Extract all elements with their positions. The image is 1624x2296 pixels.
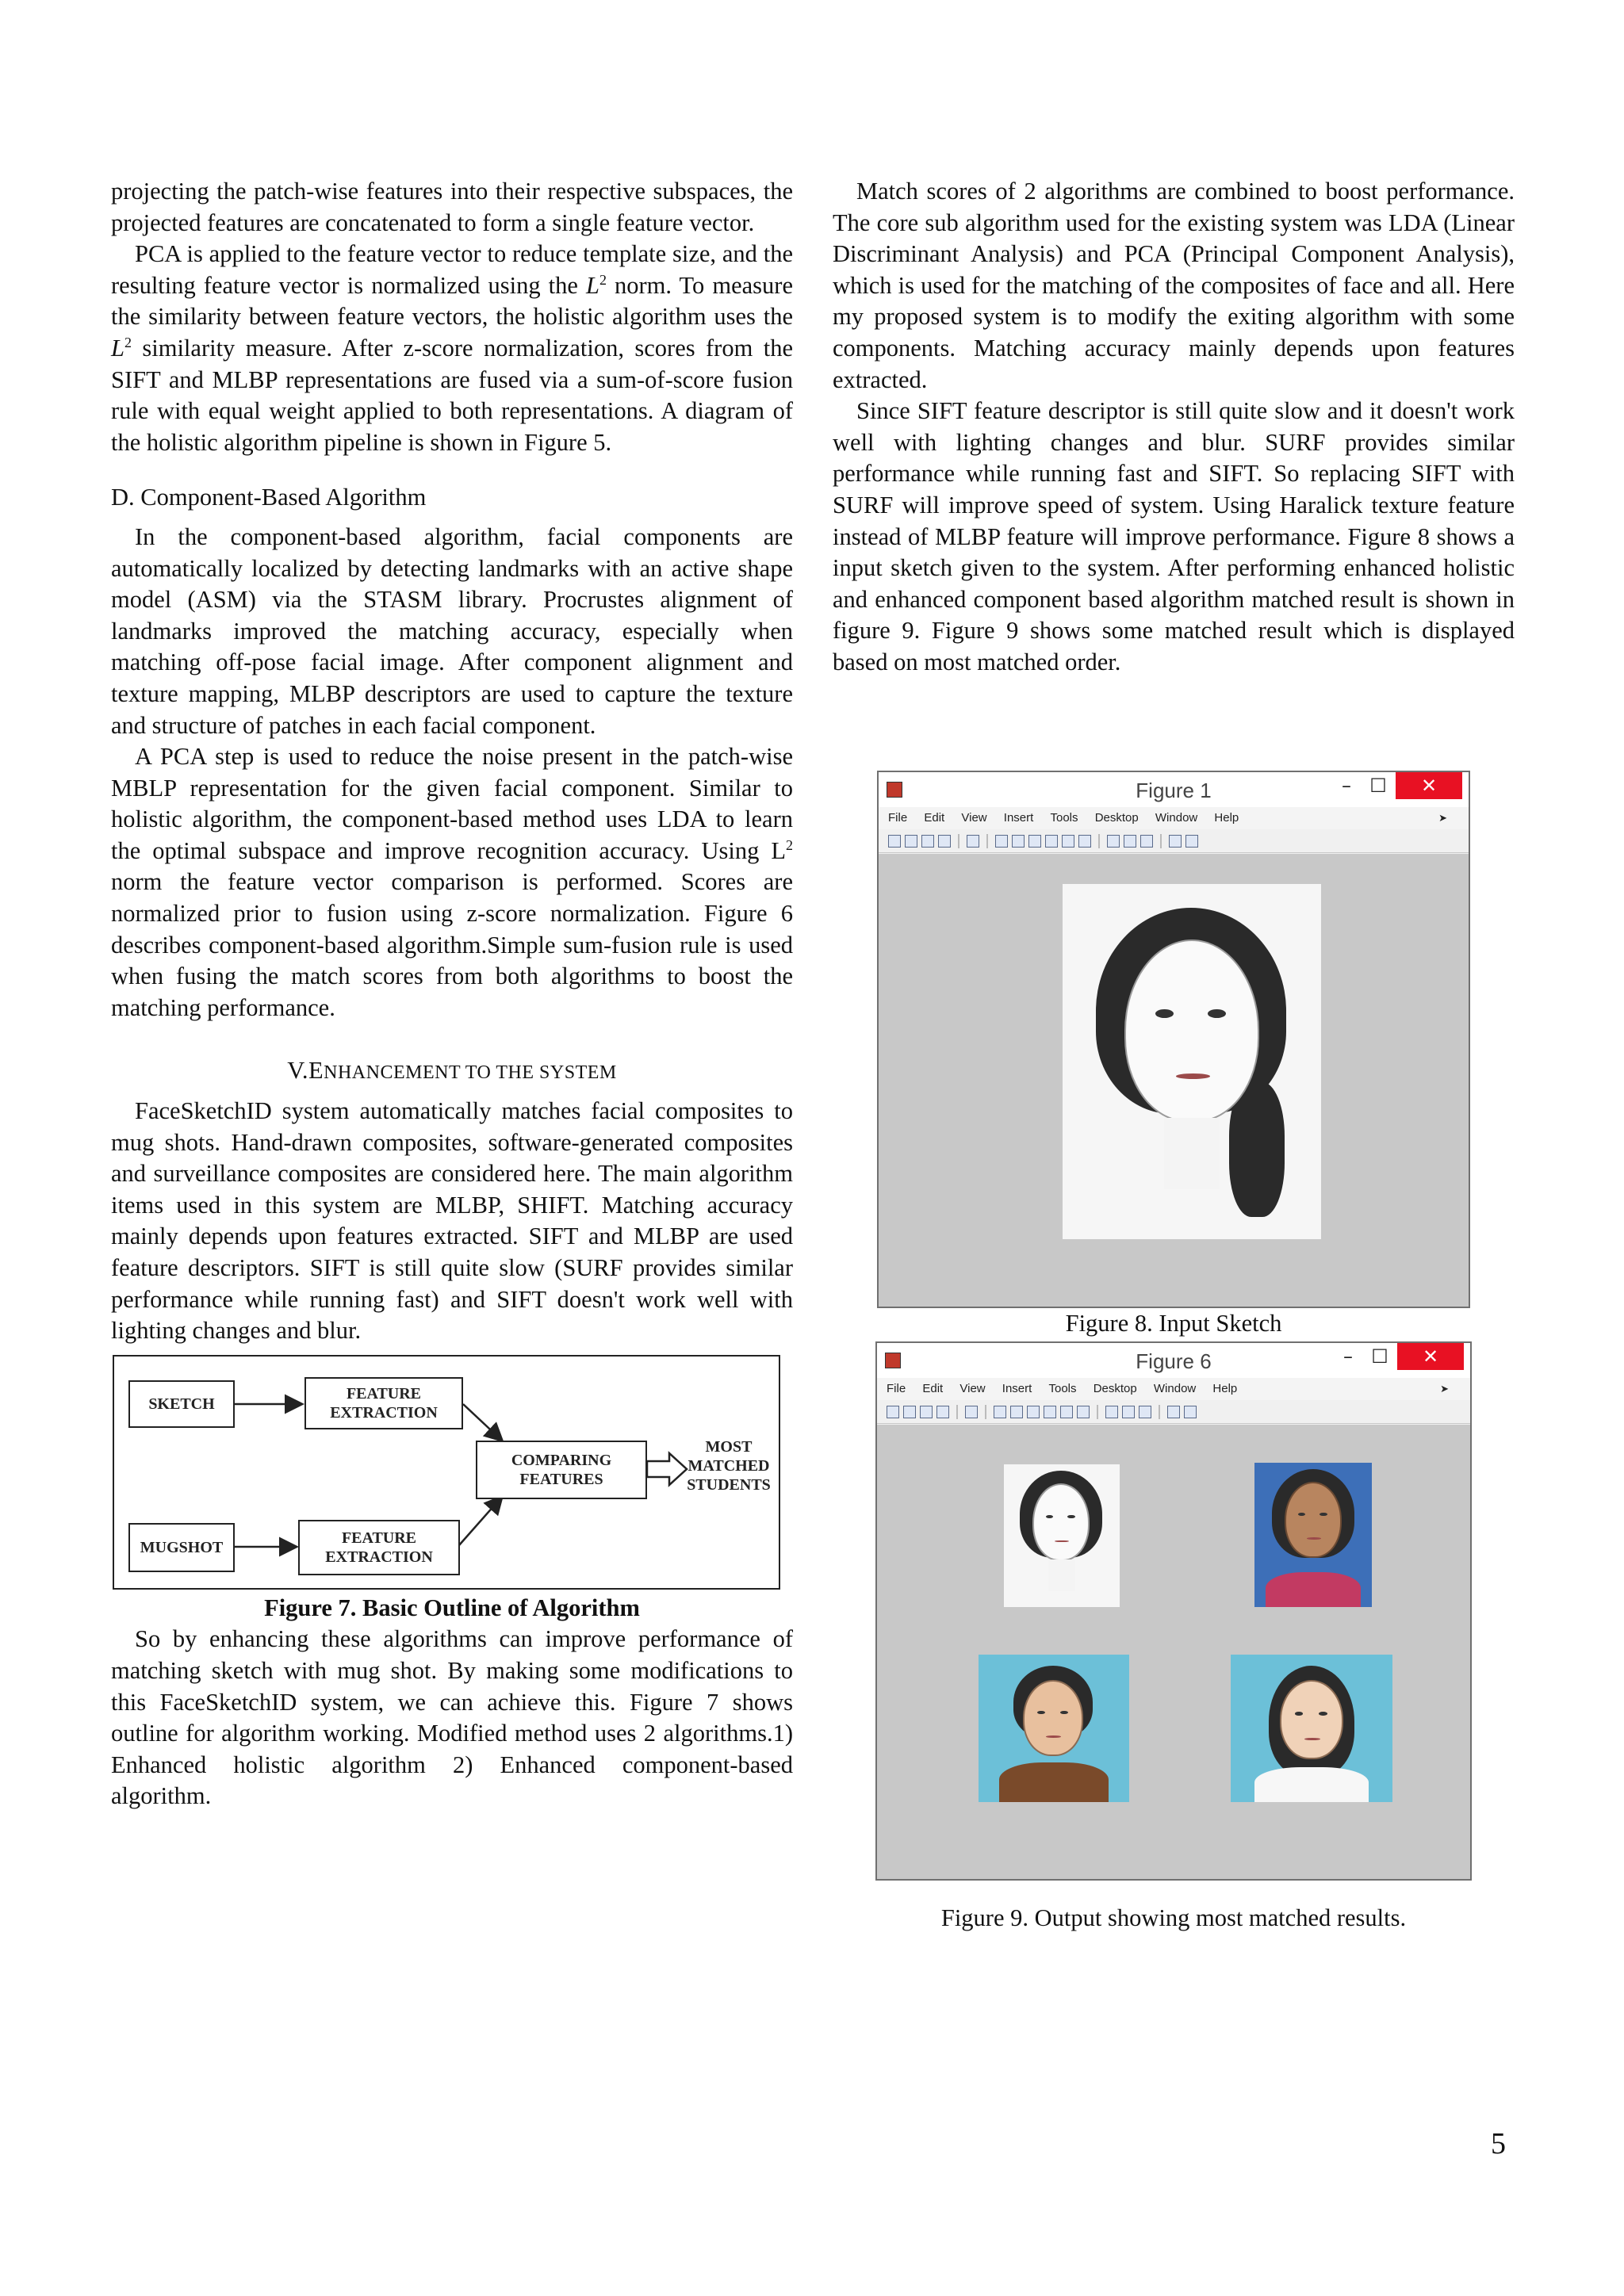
menu-help[interactable]: Help <box>1214 811 1239 825</box>
toolbar-separator <box>986 834 988 848</box>
zoom-out-icon[interactable] <box>1010 1406 1023 1418</box>
sketch-neck <box>1164 1118 1220 1189</box>
menu-view[interactable]: View <box>959 1382 986 1395</box>
menu-view[interactable]: View <box>961 811 987 825</box>
brush-icon[interactable] <box>1078 835 1091 848</box>
legend-icon[interactable] <box>1140 835 1153 848</box>
figure-canvas <box>877 1425 1470 1879</box>
show-tools-icon[interactable] <box>1184 1406 1197 1418</box>
open-file-icon[interactable] <box>905 835 917 848</box>
paragraph: projecting the patch-wise features into their respective subspaces, the projected features are concatenated to form a single feature vector. <box>111 178 793 236</box>
input-sketch-image <box>1063 884 1321 1239</box>
title-bar <box>877 1343 1470 1378</box>
maximize-button[interactable]: ☐ <box>1369 775 1387 797</box>
figure-7-caption: Figure 7. Basic Outline of Algorithm <box>264 1594 640 1621</box>
menu-desktop[interactable]: Desktop <box>1094 811 1139 825</box>
heading-initial: E <box>308 1057 324 1085</box>
text-run: norm the feature vector comparison is performed. Scores are normalized prior to fusion using z-score normalization. Figure 6 describes component-based algorithm.Simple sum-fusion rule is used when fusing the match scores from both algorithms to boost the matching performance. <box>111 868 793 1021</box>
toolbar-separator <box>985 1405 986 1419</box>
superscript: 2 <box>124 334 132 350</box>
close-button[interactable]: ✕ <box>1396 772 1462 799</box>
window-title: Figure 1 <box>1136 779 1212 802</box>
minimize-button[interactable]: – <box>1343 1345 1353 1368</box>
matched-photo-2 <box>979 1655 1129 1802</box>
zoom-in-icon[interactable] <box>994 1406 1006 1418</box>
feature-extraction-box-1: FEATURE EXTRACTION <box>304 1377 463 1429</box>
sketch-braid <box>1229 1082 1285 1217</box>
toolbar-separator <box>1160 834 1162 848</box>
paragraph: So by enhancing these algorithms can improve performance of matching sketch with mug shot. By making some modifications to this FaceSketchID system, we can achieve this. Figure 7 shows outline for algorithm working. Modified method uses 2 algorithms.1) Enhanced holistic algorithm 2) Enhanced component-based algorithm. <box>111 1625 793 1810</box>
menu-overflow-icon[interactable]: ➤ <box>1440 1383 1449 1395</box>
data-cursor-icon[interactable] <box>1060 1406 1073 1418</box>
menu-bar <box>877 1378 1470 1400</box>
menu-file[interactable]: File <box>887 1382 906 1395</box>
save-icon[interactable] <box>920 1406 933 1418</box>
data-cursor-icon[interactable] <box>1062 835 1074 848</box>
colorbar-icon[interactable] <box>1124 835 1136 848</box>
hide-tools-icon[interactable] <box>1169 835 1182 848</box>
subsection-heading: D. Component-Based Algorithm <box>111 484 427 511</box>
minimize-button[interactable]: – <box>1342 775 1351 797</box>
link-icon[interactable] <box>1107 835 1120 848</box>
page-number: 5 <box>1491 2127 1506 2160</box>
feature-extraction-box-2: FEATURE EXTRACTION <box>298 1520 460 1575</box>
rotate-icon[interactable] <box>1045 835 1058 848</box>
toolbar <box>879 829 1469 853</box>
figure-1-window <box>877 771 1470 1308</box>
pointer-icon[interactable] <box>967 835 979 848</box>
close-button[interactable]: ✕ <box>1397 1343 1464 1370</box>
text-run: PCA is applied to the feature vector to reduce template size, and the resulting feature vector is normalized using the <box>111 240 793 299</box>
text-run: A PCA step is used to reduce the noise present in the patch-wise MBLP representation for the given facial component. Similar to holistic algorithm, the component-based method uses LDA to learn the optimal subspace and improve recognition accuracy. Using L <box>111 743 793 864</box>
paragraph <box>111 741 793 1024</box>
figure-9-caption: Figure 9. Output showing most matched results. <box>940 1904 1407 1931</box>
pan-icon[interactable] <box>1027 1406 1040 1418</box>
save-icon[interactable] <box>921 835 934 848</box>
math-symbol: L <box>585 271 599 299</box>
pointer-icon[interactable] <box>965 1406 978 1418</box>
sketch-face <box>1124 939 1259 1122</box>
link-icon[interactable] <box>1105 1406 1118 1418</box>
toolbar-separator <box>956 1405 958 1419</box>
algorithm-outline-diagram <box>113 1355 780 1590</box>
toolbar-separator <box>958 834 959 848</box>
print-icon[interactable] <box>936 1406 949 1418</box>
toolbar-separator <box>1098 834 1100 848</box>
rotate-icon[interactable] <box>1044 1406 1056 1418</box>
menu-window[interactable]: Window <box>1153 1382 1197 1395</box>
figure-6-window <box>875 1341 1472 1881</box>
menu-window[interactable]: Window <box>1155 811 1198 825</box>
window-title: Figure 6 <box>1136 1349 1212 1373</box>
title-bar <box>879 772 1469 807</box>
zoom-in-icon[interactable] <box>995 835 1008 848</box>
arrow-extraction2-to-compare <box>459 1498 501 1545</box>
new-figure-icon[interactable] <box>888 835 901 848</box>
zoom-out-icon[interactable] <box>1012 835 1025 848</box>
text-run: norm. To measure the similarity between feature vectors, the holistic algorithm uses the <box>111 271 793 331</box>
section-heading <box>111 1055 793 1089</box>
menu-insert[interactable]: Insert <box>1003 811 1034 825</box>
menu-insert[interactable]: Insert <box>1002 1382 1032 1395</box>
new-figure-icon[interactable] <box>887 1406 899 1418</box>
paragraph <box>111 239 793 458</box>
paragraph: FaceSketchID system automatically matches facial composites to mug shots. Hand-drawn composites, software-generated composites and surveillance composites are considered here. The main algorithm items used in this system are MLBP, SHIFT. Matching accuracy mainly depends upon features extracted. SIFT and MLBP are used feature descriptors. SIFT is still quite slow (SURF provides similar performance while running fast) and SIFT doesn't work well with lighting changes and blur. <box>111 1097 793 1345</box>
left-column <box>111 176 793 1812</box>
open-file-icon[interactable] <box>903 1406 916 1418</box>
brush-icon[interactable] <box>1077 1406 1090 1418</box>
print-icon[interactable] <box>938 835 951 848</box>
paragraph: In the component-based algorithm, facial components are automatically localized by detecting landmarks with an active shape model (ASM) via the STASM library. Procrustes alignment of landmarks improved the matching accuracy, especially when matching off-pose facial image. After component alignment and texture mapping, MLBP descriptors are used to capture the texture and structure of patches in each facial component. <box>111 522 793 739</box>
menu-desktop[interactable]: Desktop <box>1093 1382 1137 1395</box>
arrow-compare-to-result <box>647 1453 687 1485</box>
maximize-button[interactable]: ☐ <box>1371 1345 1388 1368</box>
toolbar <box>877 1400 1470 1424</box>
figure-8-caption: Figure 8. Input Sketch <box>1065 1310 1282 1337</box>
math-symbol: L <box>111 334 124 362</box>
hide-tools-icon[interactable] <box>1167 1406 1180 1418</box>
menu-help[interactable]: Help <box>1212 1382 1238 1395</box>
colorbar-icon[interactable] <box>1122 1406 1135 1418</box>
superscript: 2 <box>786 836 793 853</box>
matched-photo-3 <box>1231 1655 1392 1802</box>
arrow-extraction1-to-compare <box>463 1404 501 1440</box>
toolbar-separator <box>1159 1405 1160 1419</box>
menu-overflow-icon[interactable]: ➤ <box>1438 812 1447 824</box>
result-sketch-image <box>1004 1464 1120 1607</box>
paragraph: Match scores of 2 algorithms are combined to boost performance. The core sub algorithm used for the existing system was LDA (Linear Discriminant Analysis) and PCA (Principal Component Analysis), which is used for the matching of the composites of face and all. Here my proposed system is to modify the exiting algorithm with some components. Matching accuracy mainly depends upon features extracted. <box>833 178 1515 393</box>
paragraph: Since SIFT feature descriptor is still quite slow and it doesn't work well with lighting changes and blur. SURF provides similar performance while running fast and SIFT. So replacing SIFT with SURF will improve speed of system. Using Haralick texture feature instead of MLBP feature will improve performance. Figure 8 shows a input sketch given to the system. After performing enhanced holistic and enhanced component based algorithm matched result is shown in figure 9. Figure 9 shows some matched result which is displayed based on most matched order. <box>833 397 1515 675</box>
right-column <box>833 176 1515 679</box>
menu-edit[interactable]: Edit <box>922 1382 944 1395</box>
menu-tools[interactable]: Tools <box>1048 1382 1077 1395</box>
mugshot-box: MUGSHOT <box>128 1523 235 1572</box>
menu-file[interactable]: File <box>888 811 908 825</box>
pan-icon[interactable] <box>1028 835 1041 848</box>
section-number: V. <box>287 1057 308 1085</box>
menu-bar <box>879 807 1469 829</box>
text-run: similarity measure. After z-score normalization, scores from the SIFT and MLBP representations are fused via a sum-of-score fusion rule with equal weight applied to both representations. A diagram of the holistic algorithm pipeline is shown in Figure 5. <box>111 334 793 456</box>
most-matched-label: MOST MATCHED STUDENTS <box>687 1437 771 1494</box>
show-tools-icon[interactable] <box>1185 835 1198 848</box>
sketch-box: SKETCH <box>128 1380 235 1428</box>
superscript: 2 <box>599 271 607 288</box>
menu-edit[interactable]: Edit <box>924 811 945 825</box>
menu-tools[interactable]: Tools <box>1050 811 1078 825</box>
toolbar-separator <box>1097 1405 1098 1419</box>
legend-icon[interactable] <box>1139 1406 1151 1418</box>
comparing-features-box: COMPARING FEATURES <box>476 1441 647 1499</box>
figure-canvas <box>879 854 1469 1307</box>
matched-photo-1 <box>1254 1463 1372 1607</box>
heading-rest: NHANCEMENT TO THE SYSTEM <box>324 1062 617 1084</box>
